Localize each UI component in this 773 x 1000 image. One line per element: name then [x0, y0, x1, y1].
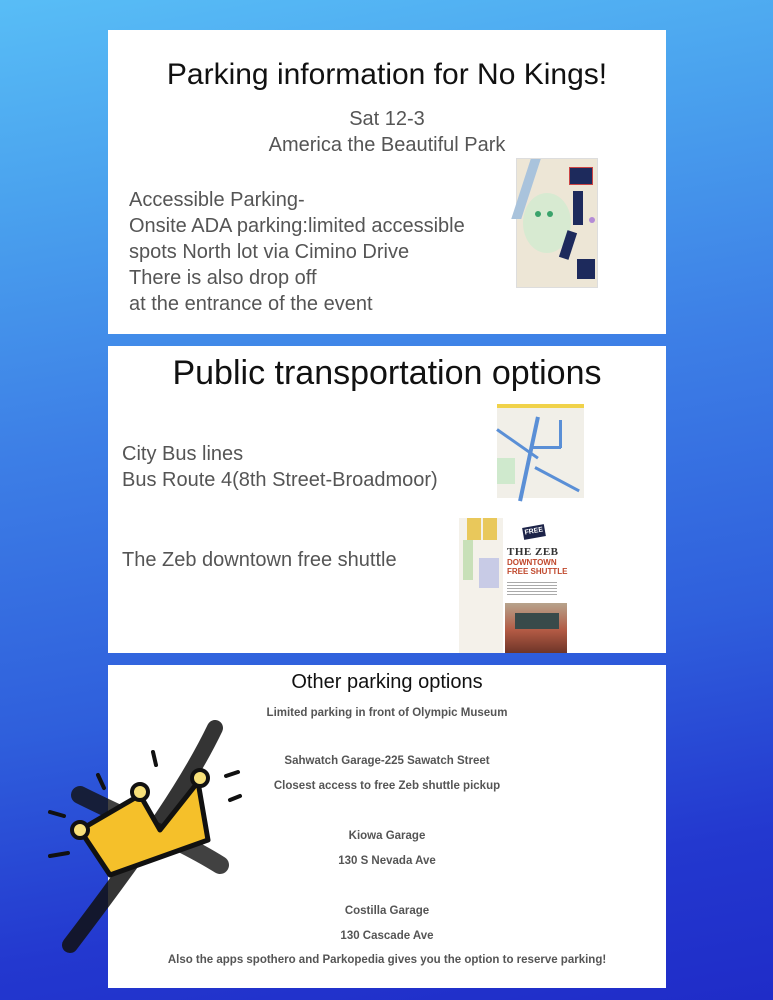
- other-parking-panel: [108, 665, 666, 988]
- event-time: Sat 12-3: [349, 108, 425, 130]
- zeb-shuttle-label: The Zeb downtown free shuttle: [122, 549, 397, 571]
- bus-photo: [505, 603, 567, 653]
- shuttle-map-image: [459, 518, 509, 653]
- bus-lines-label: City Bus lines: [122, 443, 244, 465]
- sahwatch-garage-note: Closest access to free Zeb shuttle pickup: [273, 780, 501, 792]
- section-title: Public transportation options: [172, 354, 602, 392]
- accessible-line: Accessible Parking-: [129, 189, 305, 211]
- costilla-garage-address: 130 Cascade Ave: [340, 930, 434, 942]
- north-lot-marker: [569, 167, 593, 185]
- bus-route-map-image: [497, 404, 584, 498]
- accessible-line: Onsite ADA parking:limited accessible: [129, 215, 465, 237]
- bus-route-label: Bus Route 4(8th Street-Broadmoor): [122, 469, 438, 491]
- zeb-shuttle-flyer-image: [503, 518, 568, 653]
- costilla-garage: Costilla Garage: [344, 905, 430, 917]
- olympic-museum-parking: Limited parking in front of Olympic Museum: [266, 707, 508, 719]
- park-map-image: [516, 158, 598, 288]
- accessible-line: There is also drop off: [129, 267, 317, 289]
- flyer-subtitle: DOWNTOWN FREE SHUTTLE: [507, 558, 568, 576]
- flyer-title: THE ZEB: [507, 546, 559, 558]
- parking-apps-note: Also the apps spothero and Parkopedia gives you the option to reserve parking!: [167, 954, 607, 966]
- page-title: Parking information for No Kings!: [166, 58, 608, 91]
- event-location: America the Beautiful Park: [268, 134, 506, 156]
- section-title: Other parking options: [291, 671, 483, 693]
- kiowa-garage: Kiowa Garage: [348, 830, 426, 842]
- free-tag: FREE: [522, 524, 546, 540]
- public-transportation-panel: [108, 346, 666, 653]
- parking-info-panel: [108, 30, 666, 334]
- accessible-parking-info: [129, 187, 465, 317]
- sahwatch-garage: Sahwatch Garage-225 Sawatch Street: [284, 755, 490, 767]
- accessible-line: at the entrance of the event: [129, 293, 373, 315]
- accessible-line: spots North lot via Cimino Drive: [129, 241, 410, 263]
- kiowa-garage-address: 130 S Nevada Ave: [338, 855, 436, 867]
